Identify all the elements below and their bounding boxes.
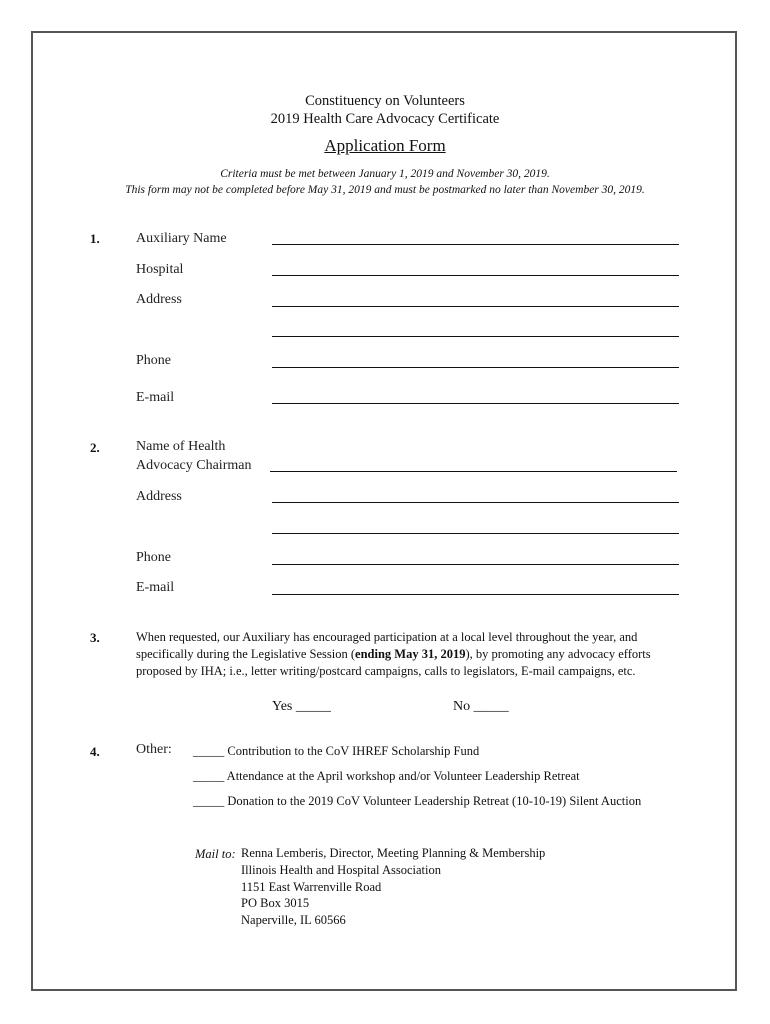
criteria-line-1: Criteria must be met between January 1, 2019 and November 30, 2019.: [220, 168, 550, 180]
chairman-name-label-line-2: Advocacy Chairman: [136, 458, 252, 473]
address-label: Address: [136, 292, 182, 307]
section-4-number: 4.: [90, 744, 100, 759]
email-field[interactable]: [272, 403, 679, 404]
address-field-line-1[interactable]: [272, 306, 679, 307]
hospital-label: Hospital: [136, 262, 184, 277]
mail-organization: Illinois Health and Hospital Association: [241, 863, 441, 877]
chairman-address-label: Address: [136, 489, 182, 504]
mail-city: Naperville, IL 60566: [241, 913, 346, 927]
mail-to-label: Mail to:: [195, 847, 236, 861]
deadline-emphasis: ending May 31, 2019: [355, 647, 466, 661]
criteria-line-2: This form may not be completed before May 31, 2019 and must be postmarked no later than November 30, 2019.: [125, 184, 645, 196]
option-silent-auction[interactable]: _____ Donation to the 2019 CoV Volunteer Leadership Retreat (10-10-19) Silent Auction: [193, 794, 642, 808]
chairman-name-field[interactable]: [270, 471, 677, 472]
address-field-line-2[interactable]: [272, 336, 679, 337]
option-scholarship-fund[interactable]: _____ Contribution to the CoV IHREF Scholarship Fund: [193, 744, 480, 758]
phone-label: Phone: [136, 353, 171, 368]
section-2-number: 2.: [90, 440, 100, 455]
auxiliary-name-label: Auxiliary Name: [136, 231, 227, 246]
mail-po-box: PO Box 3015: [241, 896, 310, 910]
option-workshop-attendance[interactable]: _____ Attendance at the April workshop and/or Volunteer Leadership Retreat: [193, 769, 580, 783]
phone-field[interactable]: [272, 367, 679, 368]
auxiliary-name-field[interactable]: [272, 244, 679, 245]
mail-street: 1151 East Warrenville Road: [241, 880, 382, 894]
chairman-address-field-line-2[interactable]: [272, 533, 679, 534]
org-heading: Constituency on Volunteers: [305, 93, 465, 109]
section-3-statement: When requested, our Auxiliary has encouraged participation at a local level throughout the year, and specifically during the Legislative Session (ending May 31, 2019), by promoting any advocacy efforts proposed by IHA; i.e., letter writing/postcard campaigns, calls to legislators, E-mail campaigns, etc.: [136, 630, 651, 678]
no-option[interactable]: No _____: [453, 699, 509, 714]
certificate-heading: 2019 Health Care Advocacy Certificate: [270, 111, 500, 127]
page-title: Application Form: [324, 136, 446, 155]
chairman-phone-field[interactable]: [272, 564, 679, 565]
chairman-address-field-line-1[interactable]: [272, 502, 679, 503]
chairman-email-label: E-mail: [136, 580, 175, 595]
chairman-email-field[interactable]: [272, 594, 679, 595]
yes-option[interactable]: Yes _____: [272, 699, 331, 714]
section-1-number: 1.: [90, 231, 100, 246]
chairman-name-label-line-1: Name of Health: [136, 439, 226, 454]
email-label: E-mail: [136, 390, 175, 405]
chairman-phone-label: Phone: [136, 550, 171, 565]
mail-recipient: Renna Lemberis, Director, Meeting Planning & Membership: [241, 846, 546, 860]
section-3-number: 3.: [90, 630, 100, 645]
other-label: Other:: [136, 742, 172, 757]
hospital-field[interactable]: [272, 275, 679, 276]
